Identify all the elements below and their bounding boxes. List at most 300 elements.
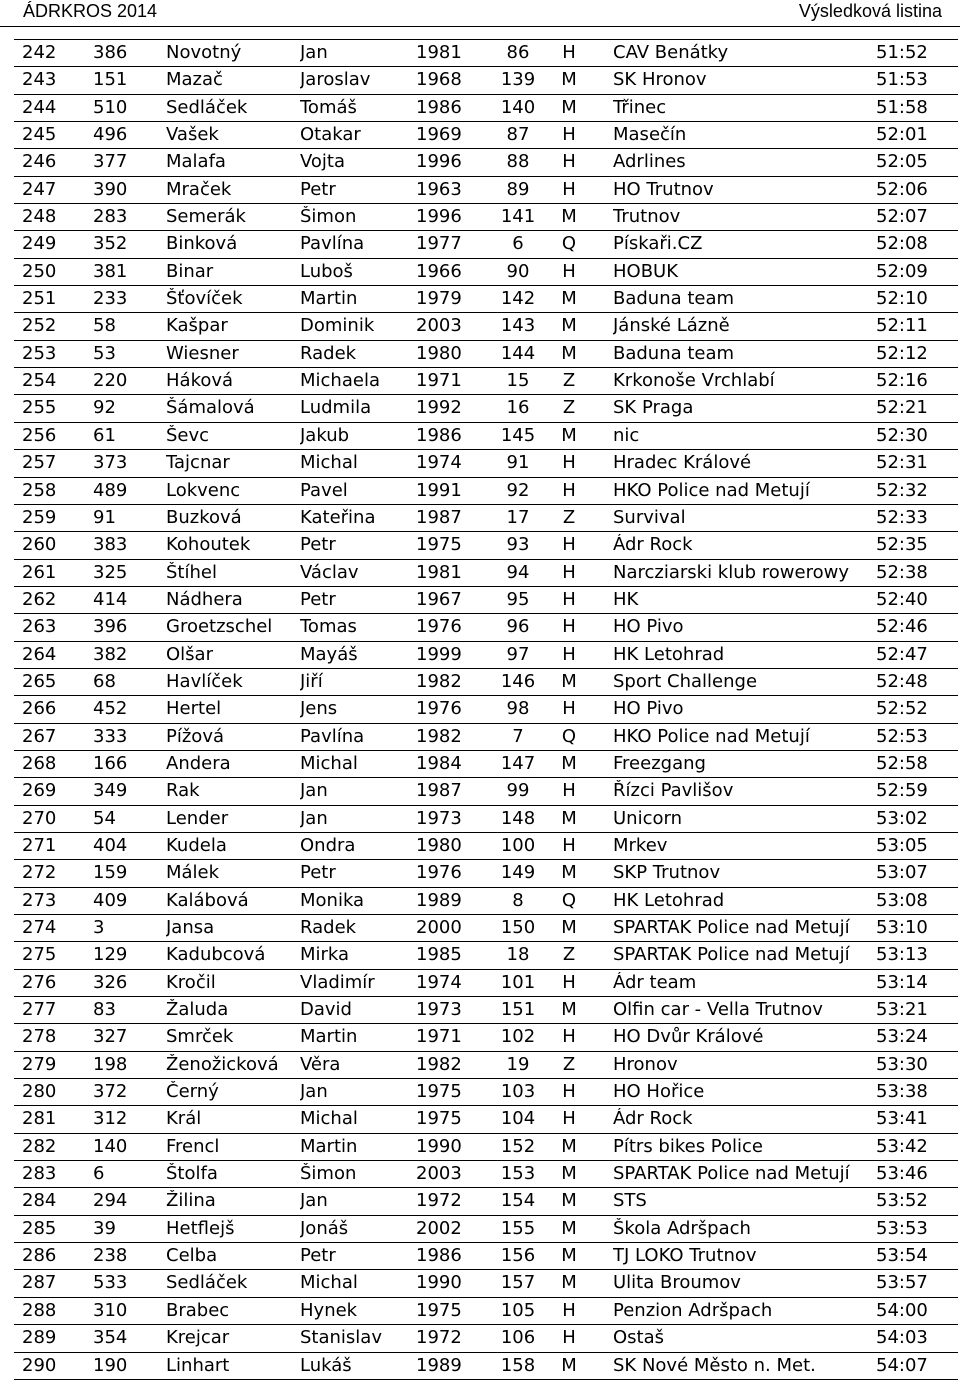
category-rank-cell: 157: [500, 1272, 536, 1294]
rank-cell: 248: [22, 206, 57, 228]
category-cell: H: [562, 971, 576, 993]
table-row: [14, 724, 958, 751]
surname-cell: Novotný: [166, 42, 242, 63]
category-rank-cell: 90: [506, 260, 530, 282]
rank-cell: 242: [22, 42, 57, 63]
surname-cell: Havlíček: [166, 670, 243, 692]
first-name-cell: Martin: [300, 1135, 358, 1157]
category-rank-cell: 143: [500, 315, 536, 337]
table-row: [14, 204, 958, 231]
first-name-cell: Ondra: [300, 834, 356, 856]
surname-cell: Olšar: [166, 643, 213, 665]
start-number-cell: 159: [93, 862, 128, 884]
category-rank-cell: 155: [500, 1217, 536, 1239]
category-rank-cell: 148: [500, 807, 536, 829]
birth-year-cell: 1990: [416, 1135, 462, 1157]
time-cell: 53:14: [876, 971, 928, 993]
table-row: [14, 532, 958, 559]
start-number-cell: 377: [93, 151, 128, 173]
start-number-cell: 383: [93, 534, 128, 556]
time-cell: 53:21: [876, 999, 928, 1021]
first-name-cell: Tomáš: [300, 96, 357, 118]
time-cell: 52:38: [876, 561, 928, 583]
time-cell: 53:53: [876, 1217, 928, 1239]
time-cell: 53:30: [876, 1053, 928, 1075]
surname-cell: Tajcnar: [166, 452, 230, 474]
first-name-cell: Jan: [300, 1190, 328, 1212]
table-row: [14, 231, 958, 258]
category-rank-cell: 140: [500, 96, 536, 118]
first-name-cell: Michal: [300, 1272, 358, 1294]
table-row: [14, 505, 958, 532]
birth-year-cell: 1991: [416, 479, 462, 501]
birth-year-cell: 1986: [416, 424, 462, 446]
rank-cell: 260: [22, 534, 57, 556]
first-name-cell: Václav: [300, 561, 359, 583]
first-name-cell: Michal: [300, 452, 358, 474]
time-cell: 52:21: [876, 397, 928, 419]
category-rank-cell: 15: [506, 370, 530, 392]
rank-cell: 283: [22, 1163, 57, 1185]
category-cell: M: [561, 96, 577, 118]
surname-cell: Binková: [166, 233, 238, 255]
start-number-cell: 352: [93, 233, 128, 255]
table-row: [14, 122, 958, 149]
category-cell: H: [562, 834, 576, 856]
category-cell: M: [561, 999, 577, 1021]
club-cell: Baduna team: [613, 342, 735, 364]
start-number-cell: 61: [93, 424, 116, 446]
birth-year-cell: 1966: [416, 260, 462, 282]
start-number-cell: 404: [93, 834, 128, 856]
birth-year-cell: 1973: [416, 807, 462, 829]
first-name-cell: Radek: [300, 342, 357, 364]
results-table: [14, 39, 958, 1380]
club-cell: STS: [613, 1190, 647, 1212]
start-number-cell: 409: [93, 889, 128, 911]
table-row: [14, 1188, 958, 1215]
birth-year-cell: 1999: [416, 643, 462, 665]
table-row: [14, 1270, 958, 1297]
time-cell: 52:08: [876, 233, 928, 255]
category-cell: Z: [562, 370, 576, 392]
rank-cell: 282: [22, 1135, 57, 1157]
birth-year-cell: 1980: [416, 342, 462, 364]
first-name-cell: Jan: [300, 780, 328, 802]
first-name-cell: Petr: [300, 588, 336, 610]
first-name-cell: Šimon: [300, 1163, 357, 1185]
surname-cell: Kalábová: [166, 889, 249, 911]
first-name-cell: Petr: [300, 1245, 336, 1267]
page-header: [0, 0, 960, 26]
category-rank-cell: 92: [506, 479, 530, 501]
category-rank-cell: 16: [506, 397, 530, 419]
club-cell: HKO Police nad Metují: [613, 479, 810, 501]
birth-year-cell: 1963: [416, 178, 462, 200]
surname-cell: Nádhera: [166, 588, 243, 610]
table-row: [14, 696, 958, 723]
category-rank-cell: 147: [500, 752, 536, 774]
category-rank-cell: 98: [506, 698, 530, 720]
start-number-cell: 54: [93, 807, 116, 829]
first-name-cell: Věra: [300, 1053, 341, 1075]
club-cell: HKO Police nad Metují: [613, 725, 810, 747]
start-number-cell: 53: [93, 342, 116, 364]
surname-cell: Buzková: [166, 506, 242, 528]
birth-year-cell: 2000: [416, 917, 462, 938]
table-row: [14, 669, 958, 696]
rank-cell: 261: [22, 561, 57, 583]
first-name-cell: Jan: [300, 42, 328, 63]
club-cell: SPARTAK Police nad Metují: [613, 1163, 850, 1185]
table-row: [14, 1161, 958, 1188]
surname-cell: Brabec: [166, 1299, 230, 1321]
birth-year-cell: 1974: [416, 452, 462, 474]
category-rank-cell: 95: [506, 588, 530, 610]
start-number-cell: 327: [93, 1026, 128, 1048]
time-cell: 54:00: [876, 1299, 928, 1321]
category-rank-cell: 88: [506, 151, 530, 173]
surname-cell: Mazač: [166, 69, 223, 91]
first-name-cell: Vojta: [300, 151, 346, 173]
category-cell: H: [562, 260, 576, 282]
rank-cell: 252: [22, 315, 57, 337]
time-cell: 53:41: [876, 1108, 928, 1130]
category-rank-cell: 158: [500, 1354, 536, 1376]
start-number-cell: 6: [93, 1163, 105, 1185]
surname-cell: Kadubcová: [166, 944, 266, 966]
category-rank-cell: 105: [500, 1299, 536, 1321]
first-name-cell: Lukáš: [300, 1354, 352, 1376]
first-name-cell: Monika: [300, 889, 365, 911]
club-cell: CAV Benátky: [613, 42, 729, 63]
time-cell: 52:06: [876, 178, 928, 200]
start-number-cell: 233: [93, 288, 128, 310]
category-rank-cell: 104: [500, 1108, 536, 1130]
birth-year-cell: 2002: [416, 1217, 462, 1239]
club-cell: Penzion Adršpach: [613, 1299, 773, 1321]
table-row: [14, 614, 958, 641]
surname-cell: Lokvenc: [166, 479, 241, 501]
rank-cell: 250: [22, 260, 57, 282]
category-rank-cell: 89: [506, 178, 530, 200]
start-number-cell: 129: [93, 944, 128, 966]
surname-cell: Háková: [166, 370, 234, 392]
rank-cell: 243: [22, 69, 57, 91]
club-cell: Ádr Rock: [613, 1108, 693, 1130]
table-row: [14, 177, 958, 204]
time-cell: 53:05: [876, 834, 928, 856]
first-name-cell: Vladimír: [300, 971, 375, 993]
rank-cell: 270: [22, 807, 57, 829]
category-cell: M: [561, 862, 577, 884]
category-cell: H: [562, 1081, 576, 1103]
table-row: [14, 1353, 958, 1380]
first-name-cell: David: [300, 999, 352, 1021]
category-cell: M: [561, 1272, 577, 1294]
table-row: [14, 478, 958, 505]
table-row: [14, 1325, 958, 1352]
category-cell: M: [561, 1245, 577, 1267]
category-cell: Q: [561, 233, 577, 255]
surname-cell: Hertel: [166, 698, 222, 720]
table-row: [14, 1134, 958, 1161]
category-rank-cell: 144: [500, 342, 536, 364]
category-rank-cell: 18: [506, 944, 530, 966]
table-row: [14, 642, 958, 669]
rank-cell: 258: [22, 479, 57, 501]
rank-cell: 259: [22, 506, 57, 528]
category-cell: M: [561, 288, 577, 310]
club-cell: Ádr team: [613, 971, 697, 993]
first-name-cell: Luboš: [300, 260, 353, 282]
time-cell: 53:57: [876, 1272, 928, 1294]
surname-cell: Žilina: [166, 1190, 216, 1212]
rank-cell: 253: [22, 342, 57, 364]
start-number-cell: 372: [93, 1081, 128, 1103]
club-cell: Ostaš: [613, 1327, 665, 1349]
rank-cell: 256: [22, 424, 57, 446]
first-name-cell: Jiří: [300, 670, 323, 692]
start-number-cell: 414: [93, 588, 128, 610]
start-number-cell: 283: [93, 206, 128, 228]
club-cell: Olfin car - Vella Trutnov: [613, 999, 823, 1021]
table-row: [14, 1298, 958, 1325]
rank-cell: 275: [22, 944, 57, 966]
birth-year-cell: 1996: [416, 206, 462, 228]
club-cell: Freezgang: [613, 752, 706, 774]
birth-year-cell: 1976: [416, 698, 462, 720]
category-rank-cell: 99: [506, 780, 530, 802]
time-cell: 52:47: [876, 643, 928, 665]
surname-cell: Wiesner: [166, 342, 239, 364]
birth-year-cell: 1971: [416, 370, 462, 392]
category-rank-cell: 150: [500, 917, 536, 938]
table-row: [14, 888, 958, 915]
start-number-cell: 390: [93, 178, 128, 200]
rank-cell: 245: [22, 124, 57, 146]
time-cell: 53:07: [876, 862, 928, 884]
start-number-cell: 533: [93, 1272, 128, 1294]
table-row: [14, 587, 958, 614]
table-row: [14, 368, 958, 395]
rank-cell: 269: [22, 780, 57, 802]
rank-cell: 265: [22, 670, 57, 692]
first-name-cell: Radek: [300, 917, 357, 938]
surname-cell: Ševc: [166, 424, 210, 446]
rank-cell: 278: [22, 1026, 57, 1048]
first-name-cell: Stanislav: [300, 1327, 382, 1349]
category-rank-cell: 156: [500, 1245, 536, 1267]
category-cell: M: [561, 1354, 577, 1376]
first-name-cell: Mirka: [300, 944, 350, 966]
first-name-cell: Pavlína: [300, 233, 365, 255]
category-rank-cell: 146: [500, 670, 536, 692]
rank-cell: 249: [22, 233, 57, 255]
birth-year-cell: 2003: [416, 1163, 462, 1185]
surname-cell: Pížová: [166, 725, 224, 747]
table-row: [14, 313, 958, 340]
surname-cell: Šťovíček: [166, 288, 243, 310]
rank-cell: 271: [22, 834, 57, 856]
table-row: [14, 341, 958, 368]
start-number-cell: 349: [93, 780, 128, 802]
rank-cell: 257: [22, 452, 57, 474]
first-name-cell: Jaroslav: [300, 69, 371, 91]
birth-year-cell: 1976: [416, 616, 462, 638]
surname-cell: Andera: [166, 752, 231, 774]
club-cell: Škola Adršpach: [613, 1217, 751, 1239]
category-rank-cell: 17: [506, 506, 530, 528]
category-rank-cell: 151: [500, 999, 536, 1021]
category-rank-cell: 103: [500, 1081, 536, 1103]
category-cell: H: [562, 561, 576, 583]
club-cell: Pískaři.CZ: [613, 233, 703, 255]
birth-year-cell: 1981: [416, 42, 462, 63]
table-row: [14, 450, 958, 477]
table-row: [14, 970, 958, 997]
rank-cell: 290: [22, 1354, 57, 1376]
category-rank-cell: 100: [500, 834, 536, 856]
time-cell: 53:46: [876, 1163, 928, 1185]
surname-cell: Groetzschel: [166, 616, 273, 638]
category-cell: M: [561, 342, 577, 364]
category-cell: H: [562, 588, 576, 610]
category-rank-cell: 97: [506, 643, 530, 665]
category-rank-cell: 139: [500, 69, 536, 91]
first-name-cell: Ludmila: [300, 397, 372, 419]
category-cell: H: [562, 780, 576, 802]
club-cell: Survival: [613, 506, 686, 528]
rank-cell: 262: [22, 588, 57, 610]
birth-year-cell: 1968: [416, 69, 462, 91]
category-cell: M: [561, 1135, 577, 1157]
rank-cell: 286: [22, 1245, 57, 1267]
birth-year-cell: 1969: [416, 124, 462, 146]
rank-cell: 280: [22, 1081, 57, 1103]
start-number-cell: 386: [93, 42, 128, 63]
category-cell: Z: [562, 1053, 576, 1075]
first-name-cell: Kateřina: [300, 506, 376, 528]
time-cell: 54:07: [876, 1354, 928, 1376]
table-row: [14, 259, 958, 286]
surname-cell: Smrček: [166, 1026, 234, 1048]
birth-year-cell: 1972: [416, 1190, 462, 1212]
start-number-cell: 396: [93, 616, 128, 638]
start-number-cell: 140: [93, 1135, 128, 1157]
rank-cell: 279: [22, 1053, 57, 1075]
time-cell: 51:52: [876, 42, 928, 63]
table-row: [14, 833, 958, 860]
start-number-cell: 326: [93, 971, 128, 993]
rank-cell: 266: [22, 698, 57, 720]
category-cell: H: [562, 1299, 576, 1321]
category-cell: H: [562, 151, 576, 173]
surname-cell: Mraček: [166, 178, 232, 200]
table-row: [14, 286, 958, 313]
surname-cell: Vašek: [166, 124, 219, 146]
table-row: [14, 806, 958, 833]
club-cell: SK Nové Město n. Met.: [613, 1354, 816, 1376]
category-cell: H: [562, 124, 576, 146]
event-title: ÁDRKROS 2014: [23, 1, 158, 21]
rank-cell: 285: [22, 1217, 57, 1239]
club-cell: Ádr Rock: [613, 534, 693, 556]
category-rank-cell: 86: [506, 42, 530, 63]
rank-cell: 276: [22, 971, 57, 993]
club-cell: HO Pivo: [613, 616, 684, 638]
club-cell: Ulita Broumov: [613, 1272, 741, 1294]
first-name-cell: Michal: [300, 752, 358, 774]
club-cell: HO Dvůr Králové: [613, 1026, 764, 1048]
table-row: [14, 915, 958, 942]
birth-year-cell: 1982: [416, 670, 462, 692]
surname-cell: Kašpar: [166, 315, 228, 337]
start-number-cell: 310: [93, 1299, 128, 1321]
time-cell: 54:03: [876, 1327, 928, 1349]
table-row: [14, 778, 958, 805]
birth-year-cell: 1985: [416, 944, 462, 966]
first-name-cell: Jan: [300, 1081, 328, 1103]
rank-cell: 244: [22, 96, 57, 118]
start-number-cell: 373: [93, 452, 128, 474]
rank-cell: 277: [22, 999, 57, 1021]
category-cell: H: [562, 643, 576, 665]
category-rank-cell: 94: [506, 561, 530, 583]
time-cell: 52:31: [876, 452, 928, 474]
start-number-cell: 325: [93, 561, 128, 583]
category-cell: M: [561, 206, 577, 228]
rank-cell: 247: [22, 178, 57, 200]
start-number-cell: 39: [93, 1217, 116, 1239]
surname-cell: Šámalová: [166, 397, 255, 419]
category-cell: H: [562, 616, 576, 638]
surname-cell: Sedláček: [166, 96, 248, 118]
start-number-cell: 382: [93, 643, 128, 665]
birth-year-cell: 1972: [416, 1327, 462, 1349]
table-row: [14, 423, 958, 450]
first-name-cell: Martin: [300, 288, 358, 310]
category-rank-cell: 102: [500, 1026, 536, 1048]
club-cell: HO Hořice: [613, 1081, 705, 1103]
time-cell: 53:38: [876, 1081, 928, 1103]
club-cell: HOBUK: [613, 260, 679, 282]
category-cell: H: [562, 178, 576, 200]
time-cell: 52:52: [876, 698, 928, 720]
category-rank-cell: 154: [500, 1190, 536, 1212]
time-cell: 52:48: [876, 670, 928, 692]
category-cell: H: [562, 1327, 576, 1349]
birth-year-cell: 1987: [416, 506, 462, 528]
category-cell: Z: [562, 944, 576, 966]
birth-year-cell: 1977: [416, 233, 462, 255]
rank-cell: 288: [22, 1299, 57, 1321]
table-row: [14, 149, 958, 176]
category-rank-cell: 152: [500, 1135, 536, 1157]
surname-cell: Málek: [166, 862, 220, 884]
surname-cell: Ženožicková: [166, 1053, 279, 1075]
rank-cell: 284: [22, 1190, 57, 1212]
start-number-cell: 312: [93, 1108, 128, 1130]
category-rank-cell: 142: [500, 288, 536, 310]
surname-cell: Lender: [166, 807, 229, 829]
category-cell: H: [562, 1108, 576, 1130]
birth-year-cell: 1967: [416, 588, 462, 610]
surname-cell: Celba: [166, 1245, 218, 1267]
time-cell: 52:09: [876, 260, 928, 282]
first-name-cell: Otakar: [300, 124, 361, 146]
birth-year-cell: 1990: [416, 1272, 462, 1294]
